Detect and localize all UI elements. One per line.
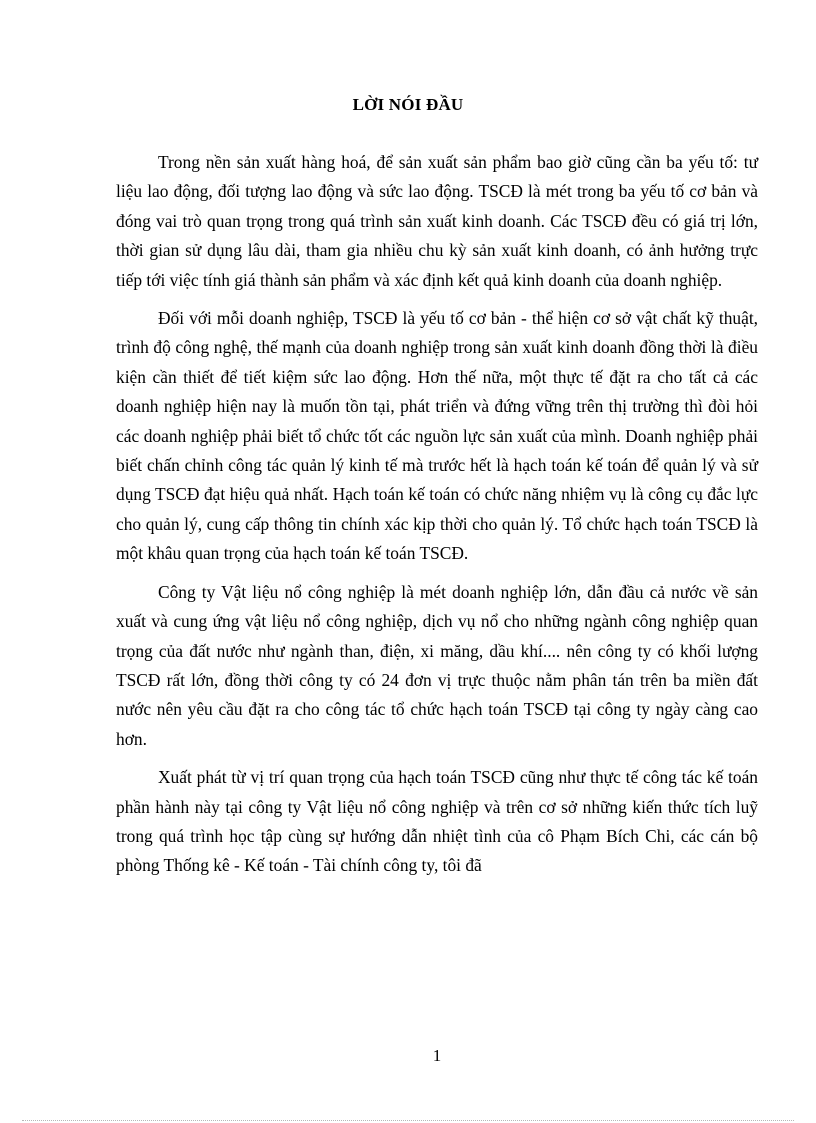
page-title: LỜI NÓI ĐẦU (352, 95, 464, 114)
paragraph-2: Đối với mỗi doanh nghiệp, TSCĐ là yếu tố cơ bản - thể hiện cơ sở vật chất kỹ thuật, trình độ công nghệ, thế mạnh của doanh nghiệp trong sản xuất kinh doanh đồng thời là điều kiện cần thiết để tiết kiệm sức lao động. Hơn thế nữa, một thực tế đặt ra cho tất cả các doanh nghiệp hiện nay là muốn tồn tại, phát triển và đứng vững trên thị trường thì đòi hỏi các doanh nghiệp phải biết tổ chức tốt các nguồn lực sản xuất của mình. Doanh nghiệp phải biết chấn chỉnh công tác quản lý kinh tế mà trước hết là hạch toán kế toán để quản lý và sử dụng TSCĐ đạt hiệu quả nhất. Hạch toán kế toán có chức năng nhiệm vụ là công cụ đắc lực cho quản lý, cung cấp thông tin chính xác kịp thời cho quản lý. Tổ chức hạch toán TSCĐ là một khâu quan trọng của hạch toán kế toán TSCĐ. (116, 308, 758, 564)
body-text (116, 148, 758, 890)
paragraph-4: Xuất phát từ vị trí quan trọng của hạch toán TSCĐ cũng như thực tế công tác kế toán phần hành này tại công ty Vật liệu nổ công nghiệp và trên cơ sở những kiến thức tích luỹ trong quá trình học tập cùng sự hướng dẫn nhiệt tình của cô Phạm Bích Chi, các cán bộ phòng Thống kê - Kế toán - Tài chính công ty, tôi đã (116, 767, 758, 876)
paragraph-3: Công ty Vật liệu nổ công nghiệp là mét doanh nghiệp lớn, dẫn đầu cả nước về sản xuất và cung ứng vật liệu nổ công nghiệp, dịch vụ nổ cho những ngành công nghiệp quan trọng của đất nước như ngành than, điện, xi măng, dầu khí.... nên công ty có khối lượng TSCĐ rất lớn, đồng thời công ty có 24 đơn vị trực thuộc nằm phân tán trên ba miền đất nước nên yêu cầu đặt ra cho công tác tổ chức hạch toán TSCĐ tại công ty ngày càng cao hơn. (116, 581, 758, 749)
footer-divider (22, 1120, 794, 1121)
page-number: 1 (432, 1046, 442, 1065)
paragraph-1: Trong nền sản xuất hàng hoá, để sản xuất sản phẩm bao giờ cũng cần ba yếu tố: tư liệu lao động, đối tượng lao động và sức lao động. TSCĐ là mét trong ba yếu tố cơ bản và đóng vai trò quan trọng trong quá trình sản xuất kinh doanh. Các TSCĐ đều có giá trị lớn, thời gian sử dụng lâu dài, tham gia nhiều chu kỳ sản xuất kinh doanh, có ảnh hưởng trực tiếp tới việc tính giá thành sản phẩm và xác định kết quả kinh doanh của doanh nghiệp. (116, 152, 758, 290)
